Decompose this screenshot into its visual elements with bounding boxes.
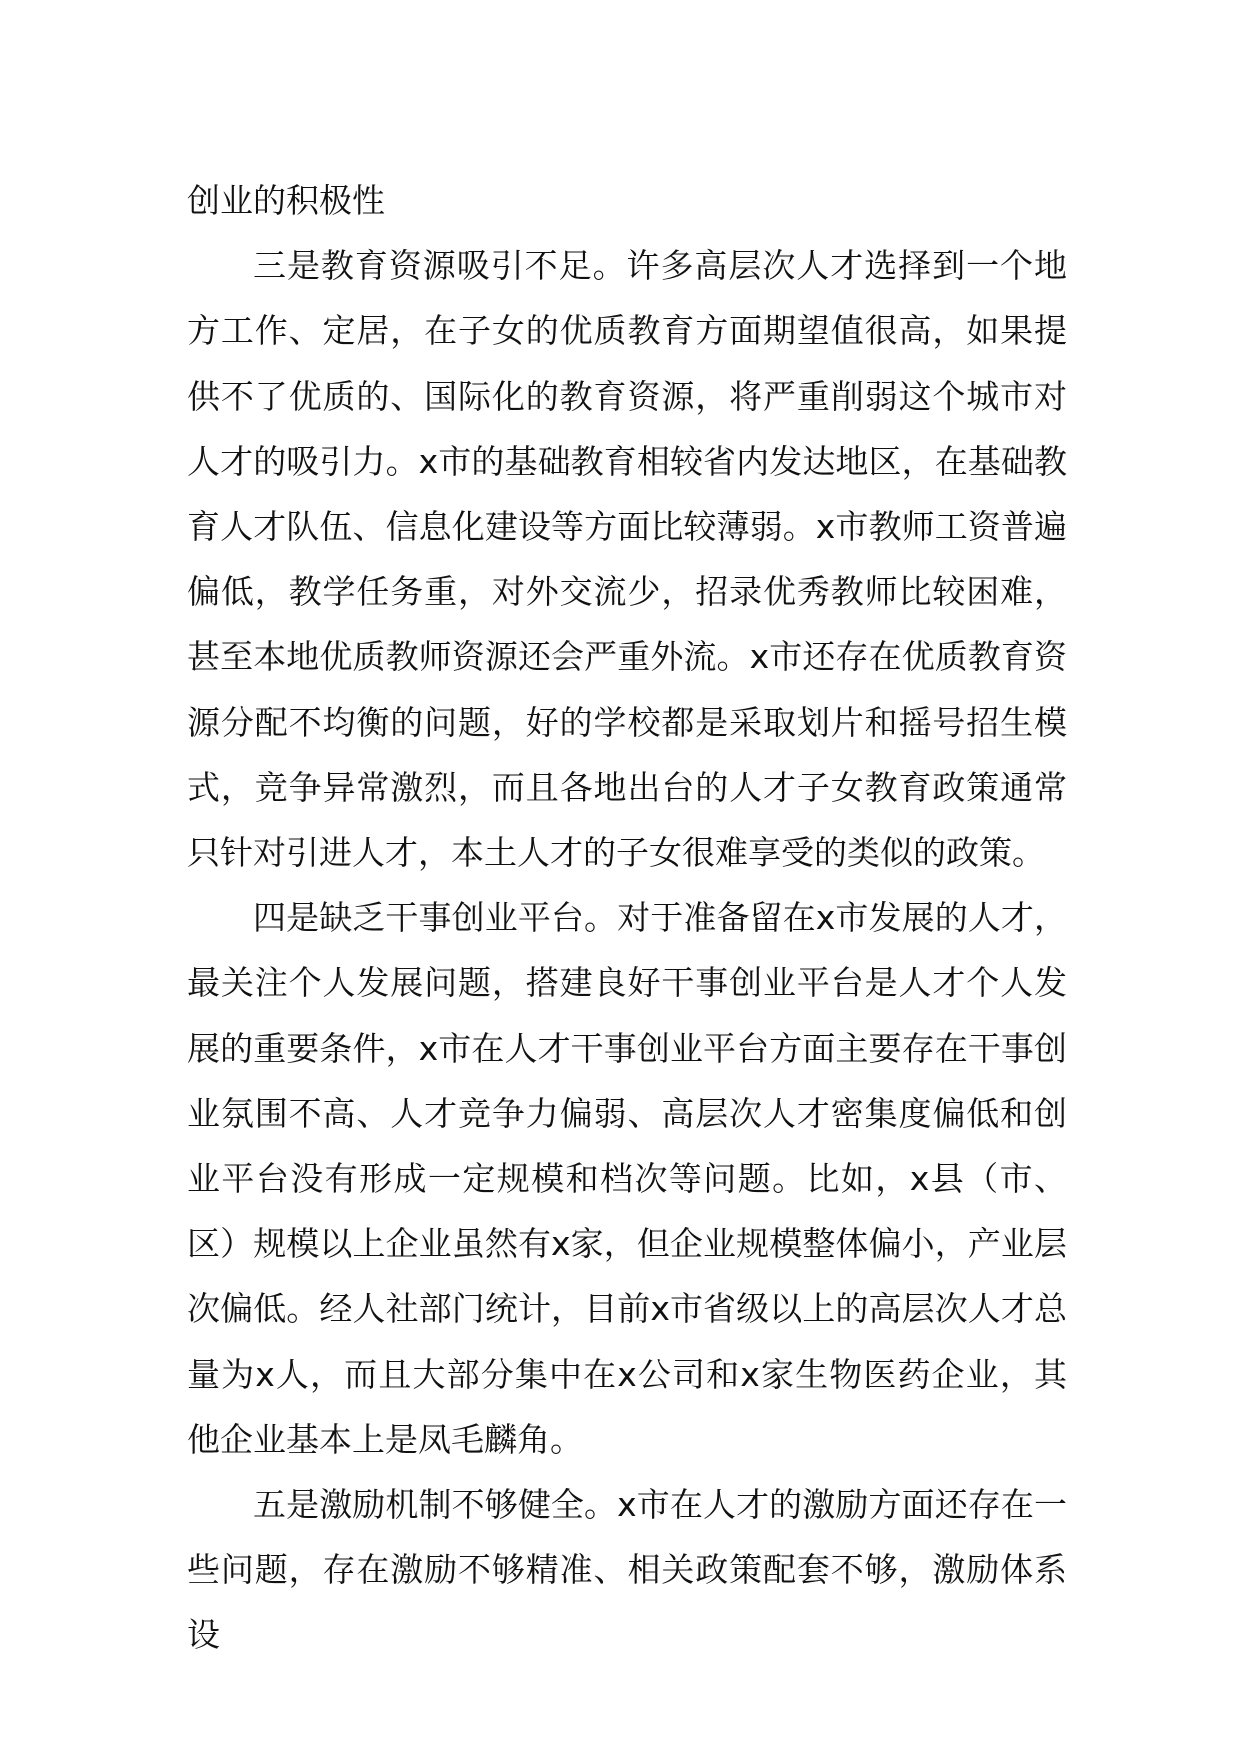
paragraph-entrepreneurship-platform: 四是缺乏干事创业平台。对于准备留在x市发展的人才，最关注个人发展问题，搭建良好干事创业平台是人才个人发展的重要条件，x市在人才干事创业平台方面主要存在干事创业氛围不高、人才竞争力偏弱、高层次人才密集度偏低和创业平台没有形成一定规模和档次等问题。比如，x县（市、区）规模以上企业虽然有x家，但企业规模整体偏小，产业层次偏低。经人社部门统计，目前x市省级以上的高层次人才总量为x人，而且大部分集中在x公司和x家生物医药企业，其他企业基本上是凤毛麟角。 xyxy=(187,898,1067,1459)
paragraph-incentive-mechanism: 五是激励机制不够健全。x市在人才的激励方面还存在一些问题，存在激励不够精准、相关政策配套不够，激励体系设 xyxy=(187,1485,1067,1655)
paragraph-continuation: 创业的积极性 xyxy=(187,181,385,220)
document-body xyxy=(187,168,1067,1668)
paragraph-education-resources: 三是教育资源吸引不足。许多高层次人才选择到一个地方工作、定居，在子女的优质教育方面期望值很高，如果提供不了优质的、国际化的教育资源，将严重削弱这个城市对人才的吸引力。x市的基础教育相较省内发达地区，在基础教育人才队伍、信息化建设等方面比较薄弱。x市教师工资普遍偏低，教学任务重，对外交流少，招录优秀教师比较困难，甚至本地优质教师资源还会严重外流。x市还存在优质教育资源分配不均衡的问题，好的学校都是采取划片和摇号招生模式，竞争异常激烈，而且各地出台的人才子女教育政策通常只针对引进人才，本土人才的子女很难享受的类似的政策。 xyxy=(187,246,1067,873)
